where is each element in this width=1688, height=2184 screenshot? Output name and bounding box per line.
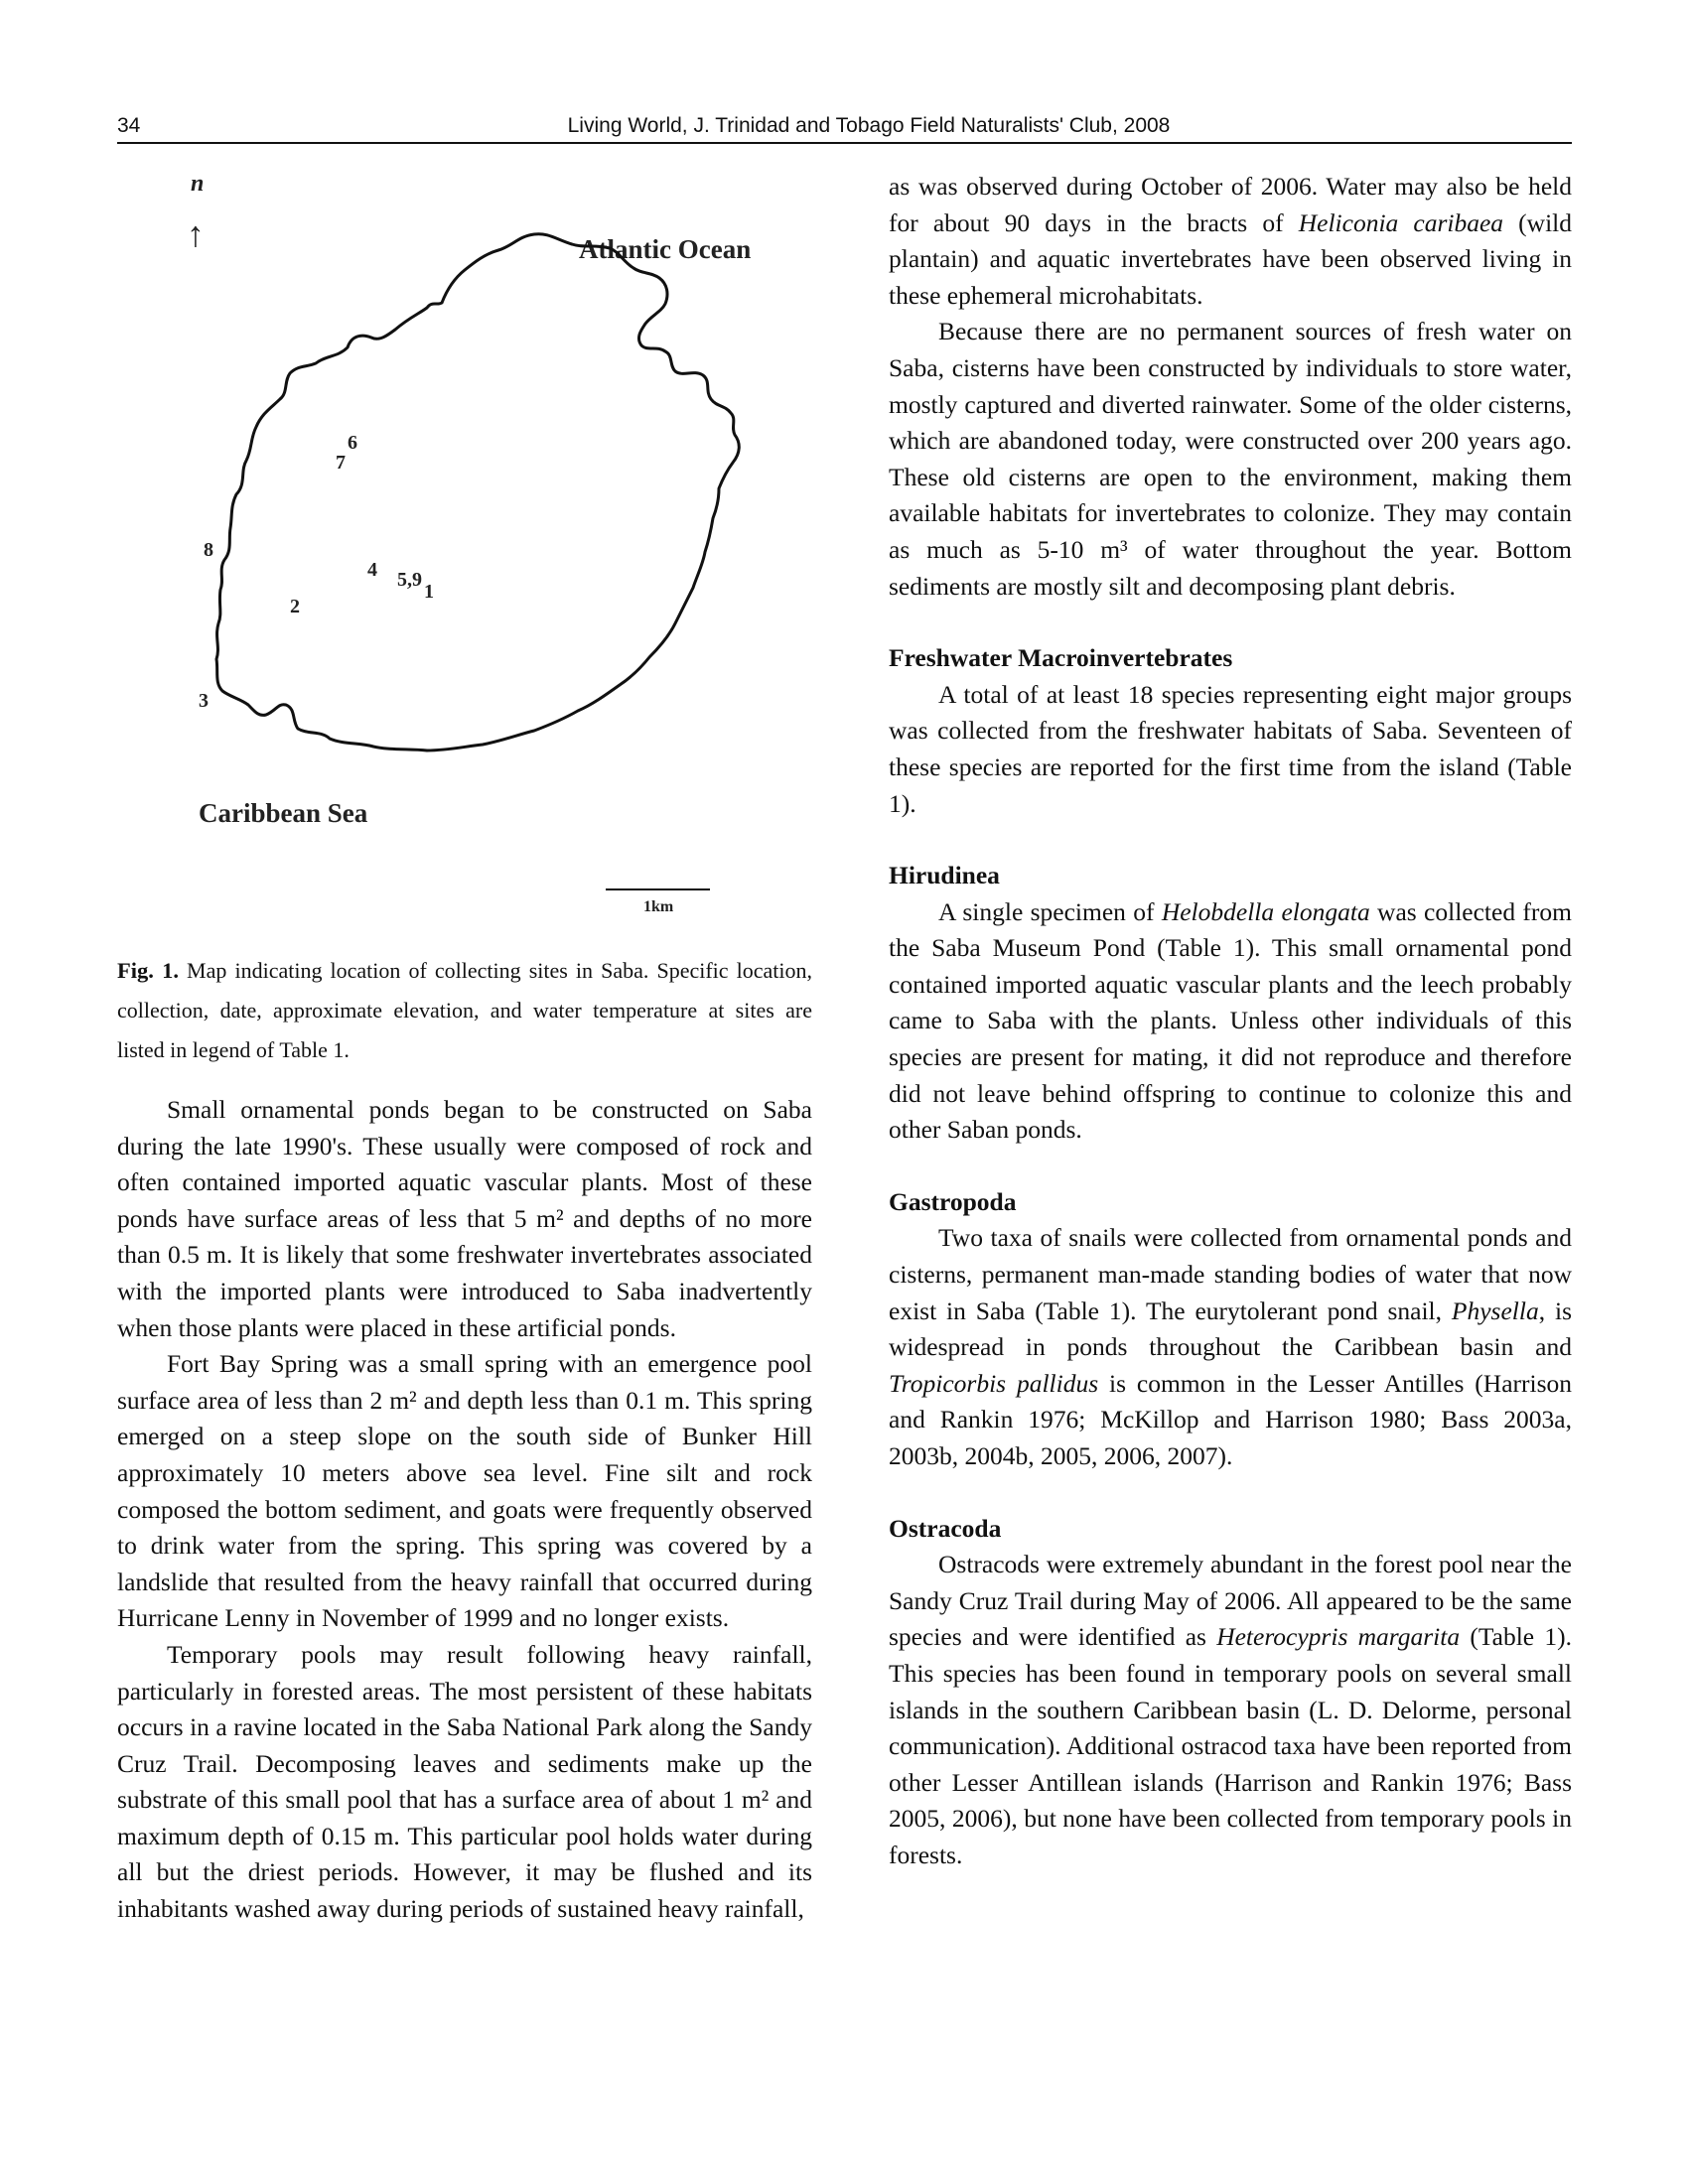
paragraph: A single specimen of Helobdella elongata was collected from the Saba Museum Pond (Table 1). This small ornamental pond contained imported aquatic vascular plants and the leech probably came to Saba with the plants. Unless other individuals of this species are present for mating, it did not reproduce and therefore did not leave behind offspring to continue to colonize this and other Saban ponds.	[889, 896, 1572, 1145]
ocean-label: Atlantic Ocean	[579, 234, 752, 264]
paragraph: A total of at least 18 species representing eight major groups was collected from the freshwater habitats of Saba. Seventeen of these species are reported for the first time from the island (Table 1).	[889, 679, 1572, 818]
saba-map	[149, 169, 794, 923]
site-2: 2	[290, 596, 300, 617]
header-rule	[117, 142, 1572, 144]
figure-label: Fig. 1.	[117, 958, 179, 983]
section-heading: Freshwater Macroinvertebrates	[889, 643, 1233, 673]
figure-caption	[117, 951, 812, 1070]
paragraph: Because there are no permanent sources of fresh water on Saba, cisterns have been constructed by individuals to store water, mostly captured and diverted rainwater. Some of the older cisterns, which are abandoned today, were constructed over 200 years ago. These old cisterns are open to the environment, making them available habitats for invertebrates to colonize. They may contain as much as 5-10 m³ of water throughout the year. Bottom sediments are mostly silt and decomposing plant debris.	[889, 317, 1572, 601]
running-header: Living World, J. Trinidad and Tobago Field Naturalists' Club, 2008	[567, 114, 1171, 137]
left-column	[117, 1092, 812, 1928]
north-symbol: n	[191, 171, 205, 197]
site-7: 7	[336, 452, 346, 474]
section-heading: Ostracoda	[889, 1513, 1002, 1543]
site-4: 4	[367, 559, 377, 581]
section-heading: Hirudinea	[889, 861, 1000, 890]
sea-label: Caribbean Sea	[199, 798, 368, 828]
paragraph: Fort Bay Spring was a small spring with an emergence pool surface area of less than 2 m² and depth less than 0.1 m. This spring emerged on a steep slope on the south side of Bunker Hill approximately 10 meters above sea level. Fine silt and rock composed the bottom sediment, and goats were frequently observed to drink water from the spring. This spring was covered by a landslide that resulted from the heavy rainfall that occurred during Hurricane Lenny in November of 1999 and no longer exists.	[117, 1349, 812, 1633]
section-heading: Gastropoda	[889, 1186, 1017, 1216]
island-outline	[216, 234, 739, 751]
paragraph: as was observed during October of 2006. Water may also be held for about 90 days in the bracts of Heliconia caribaea (wild plantain) and aquatic invertebrates have been observed living in these ephemeral microhabitats.	[889, 172, 1572, 310]
paragraph: Ostracods were extremely abundant in the forest pool near the Sandy Cruz Trail during May of 2006. All appeared to be the same species and were identified as Heterocypris margarita (Table 1). This species has been found in temporary pools on several small islands in the southern Caribbean basin (L. D. Delorme, personal communication). Additional ostracod taxa have been reported from other Lesser Antillean islands (Harrison and Rankin 1976; Bass 2005, 2006), but none have been collected from temporary pools in forests.	[889, 1550, 1572, 1869]
site-6: 6	[348, 432, 357, 454]
paragraph: Temporary pools may result following heavy rainfall, particularly in forested areas. The most persistent of these habitats occurs in a ravine located in the Saba National Park along the Sandy Cruz Trail. Decomposing leaves and sediments make up the substrate of this small pool that has a surface area of about 1 m² and maximum depth of 0.15 m. This particular pool holds water during all but the driest periods. However, it may be flushed and its inhabitants washed away during periods of sustained heavy rainfall,	[117, 1639, 812, 1924]
site-8: 8	[204, 539, 213, 561]
site-5-9: 5,9	[397, 569, 422, 591]
paragraph: Two taxa of snails were collected from ornamental ponds and cisterns, permanent man-made standing bodies of water that now exist in Saba (Table 1). The eurytolerant pond snail, Physella, is widespread in ponds throughout the Caribbean basin and Tropicorbis pallidus is common in the Lesser Antilles (Harrison and Rankin 1976; McKillop and Harrison 1980; Bass 2003a, 2003b, 2004b, 2005, 2006, 2007).	[889, 1223, 1573, 1470]
figure-caption-text: Map indicating location of collecting sites in Saba. Specific location, collection, date, approximate elevation, and water temperature at sites are listed in legend of Table 1.	[117, 958, 812, 1062]
paragraph: Small ornamental ponds began to be constructed on Saba during the late 1990's. These usually were composed of rock and often contained imported aquatic vascular plants. Most of these ponds have surface areas of less that 5 m² and depths of no more than 0.5 m. It is likely that some freshwater invertebrates associated with the imported plants were introduced to Saba inadvertently when those plants were placed in these artificial ponds.	[117, 1095, 812, 1342]
page-number: 34	[117, 114, 141, 137]
right-column	[889, 169, 1572, 1874]
north-arrow-icon: ↑	[187, 214, 205, 254]
site-1: 1	[424, 581, 434, 603]
scale-label: 1km	[643, 898, 674, 915]
site-3: 3	[199, 690, 209, 712]
saba-map-figure	[149, 169, 794, 923]
